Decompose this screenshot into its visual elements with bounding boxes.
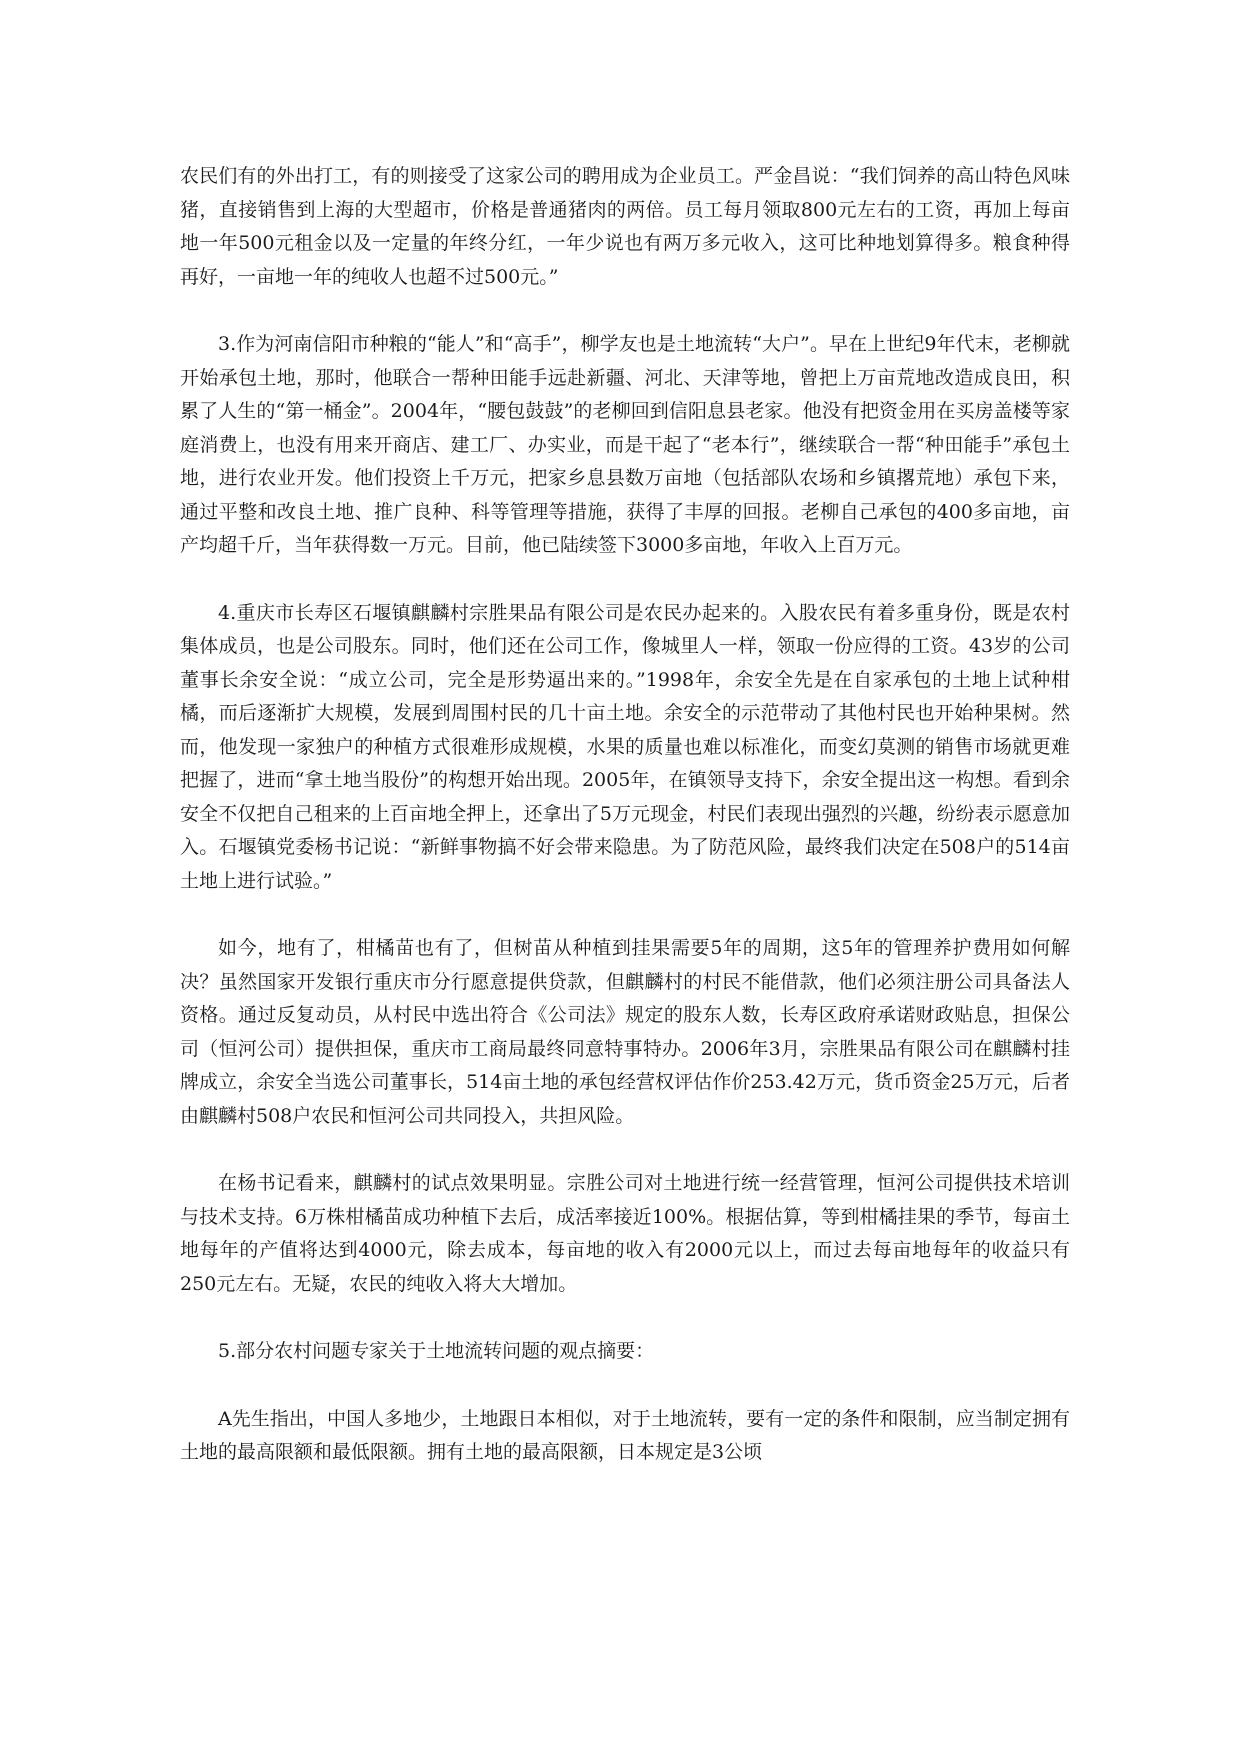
document-page [180, 160, 1070, 1504]
paragraph-orange-seedlings: 如今，地有了，柑橘苗也有了，但树苗从种植到挂果需要5年的周期，这5年的管理养护费用如何解决？虽然国家开发银行重庆市分行愿意提供贷款，但麒麟村的村民不能借款，他们必须注册公司具备法人资格。通过反复动员，从村民中选出符合《公司法》规定的股东人数，长寿区政府承诺财政贴息，担保公司（恒河公司）提供担保，重庆市工商局最终同意特事特办。2006年3月，宗胜果品有限公司在麒麟村挂牌成立，余安全当选公司董事长，514亩土地的承包经营权评估作价253.42万元，货币资金25万元，后者由麒麟村508户农民和恒河公司共同投入，共担风险。 [180, 937, 1070, 1127]
paragraph-4-qilin-village: 4.重庆市长寿区石堰镇麒麟村宗胜果品有限公司是农民办起来的。入股农民有着多重身份，既是农村集体成员，也是公司股东。同时，他们还在公司工作，像城里人一样，领取一份应得的工资。43岁的公司董事长余安全说：“成立公司，完全是形势逼出来的。”1998年，余安全先是在自家承包的土地上试种柑橘，而后逐渐扩大规模，发展到周围村民的几十亩土地。余安全的示范带动了其他村民也开始种果树。然而，他发现一家独户的种植方式很难形成规模，水果的质量也难以标准化，而变幻莫测的销售市场就更难把握了，进而“拿土地当股份”的构想开始出现。2005年，在镇领导支持下，余安全提出这一构想。看到余安全不仅把自己租来的上百亩地全押上，还拿出了5万元现金，村民们表现出强烈的兴趣，纷纷表示愿意加入。石堰镇党委杨书记说：“新鲜事物搞不好会带来隐患。为了防范风险，最终我们决定在508户的514亩土地上进行试验。” [180, 601, 1070, 892]
paragraph-5-expert-views-heading: 5.部分农村问题专家关于土地流转问题的观点摘要： [218, 1340, 655, 1362]
paragraph-3-liu-xueyou: 3.作为河南信阳市种粮的“能人”和“高手”，柳学友也是土地流转“大户”。早在上世纪9年代末，老柳就开始承包土地，那时，他联合一帮种田能手远赴新疆、河北、天津等地，曾把上万亩荒地改造成良田，积累了人生的“第一桶金”。2004年，“腰包鼓鼓”的老柳回到信阳息县老家。他没有把资金用在买房盖楼等家庭消费上，也没有用来开商店、建工厂、办实业，而是干起了“老本行”，继续联合一帮“种田能手”承包土地，进行农业开发。他们投资上千万元，把家乡息县数万亩地（包括部队农场和乡镇撂荒地）承包下来，通过平整和改良土地、推广良种、科等管理等措施，获得了丰厚的回报。老柳自己承包的400多亩地，亩产均超千斤，当年获得数一万元。目前，他已陆续签下3000多亩地，年收入上百万元。 [180, 333, 1070, 556]
paragraph-expert-a: A先生指出，中国人多地少，土地跟日本相似，对于土地流转，要有一定的条件和限制，应当制定拥有土地的最高限额和最低限额。拥有土地的最高限额，日本规定是3公顷 [180, 1407, 1070, 1463]
paragraph-pilot-results: 在杨书记看来，麒麟村的试点效果明显。宗胜公司对土地进行统一经营管理，恒河公司提供技术培训与技术支持。6万株柑橘苗成功种植下去后，成活率接近100%。根据估算，等到柑橘挂果的季节，每亩土地每年的产值将达到4000元，除去成本，每亩地的收入有2000元以上，而过去每亩地每年的收益只有250元左右。无疑，农民的纯收入将大大增加。 [180, 1172, 1070, 1295]
paragraph-farmers-employment: 农民们有的外出打工，有的则接受了这家公司的聘用成为企业员工。严金昌说：“我们饲养的高山特色风味猪，直接销售到上海的大型超市，价格是普通猪肉的两倍。员工每月领取800元左右的工资，再加上每亩地一年500元租金以及一定量的年终分红，一年少说也有两万多元收入，这可比种地划算得多。粮食种得再好，一亩地一年的纯收人也超不过500元。” [180, 165, 1070, 288]
